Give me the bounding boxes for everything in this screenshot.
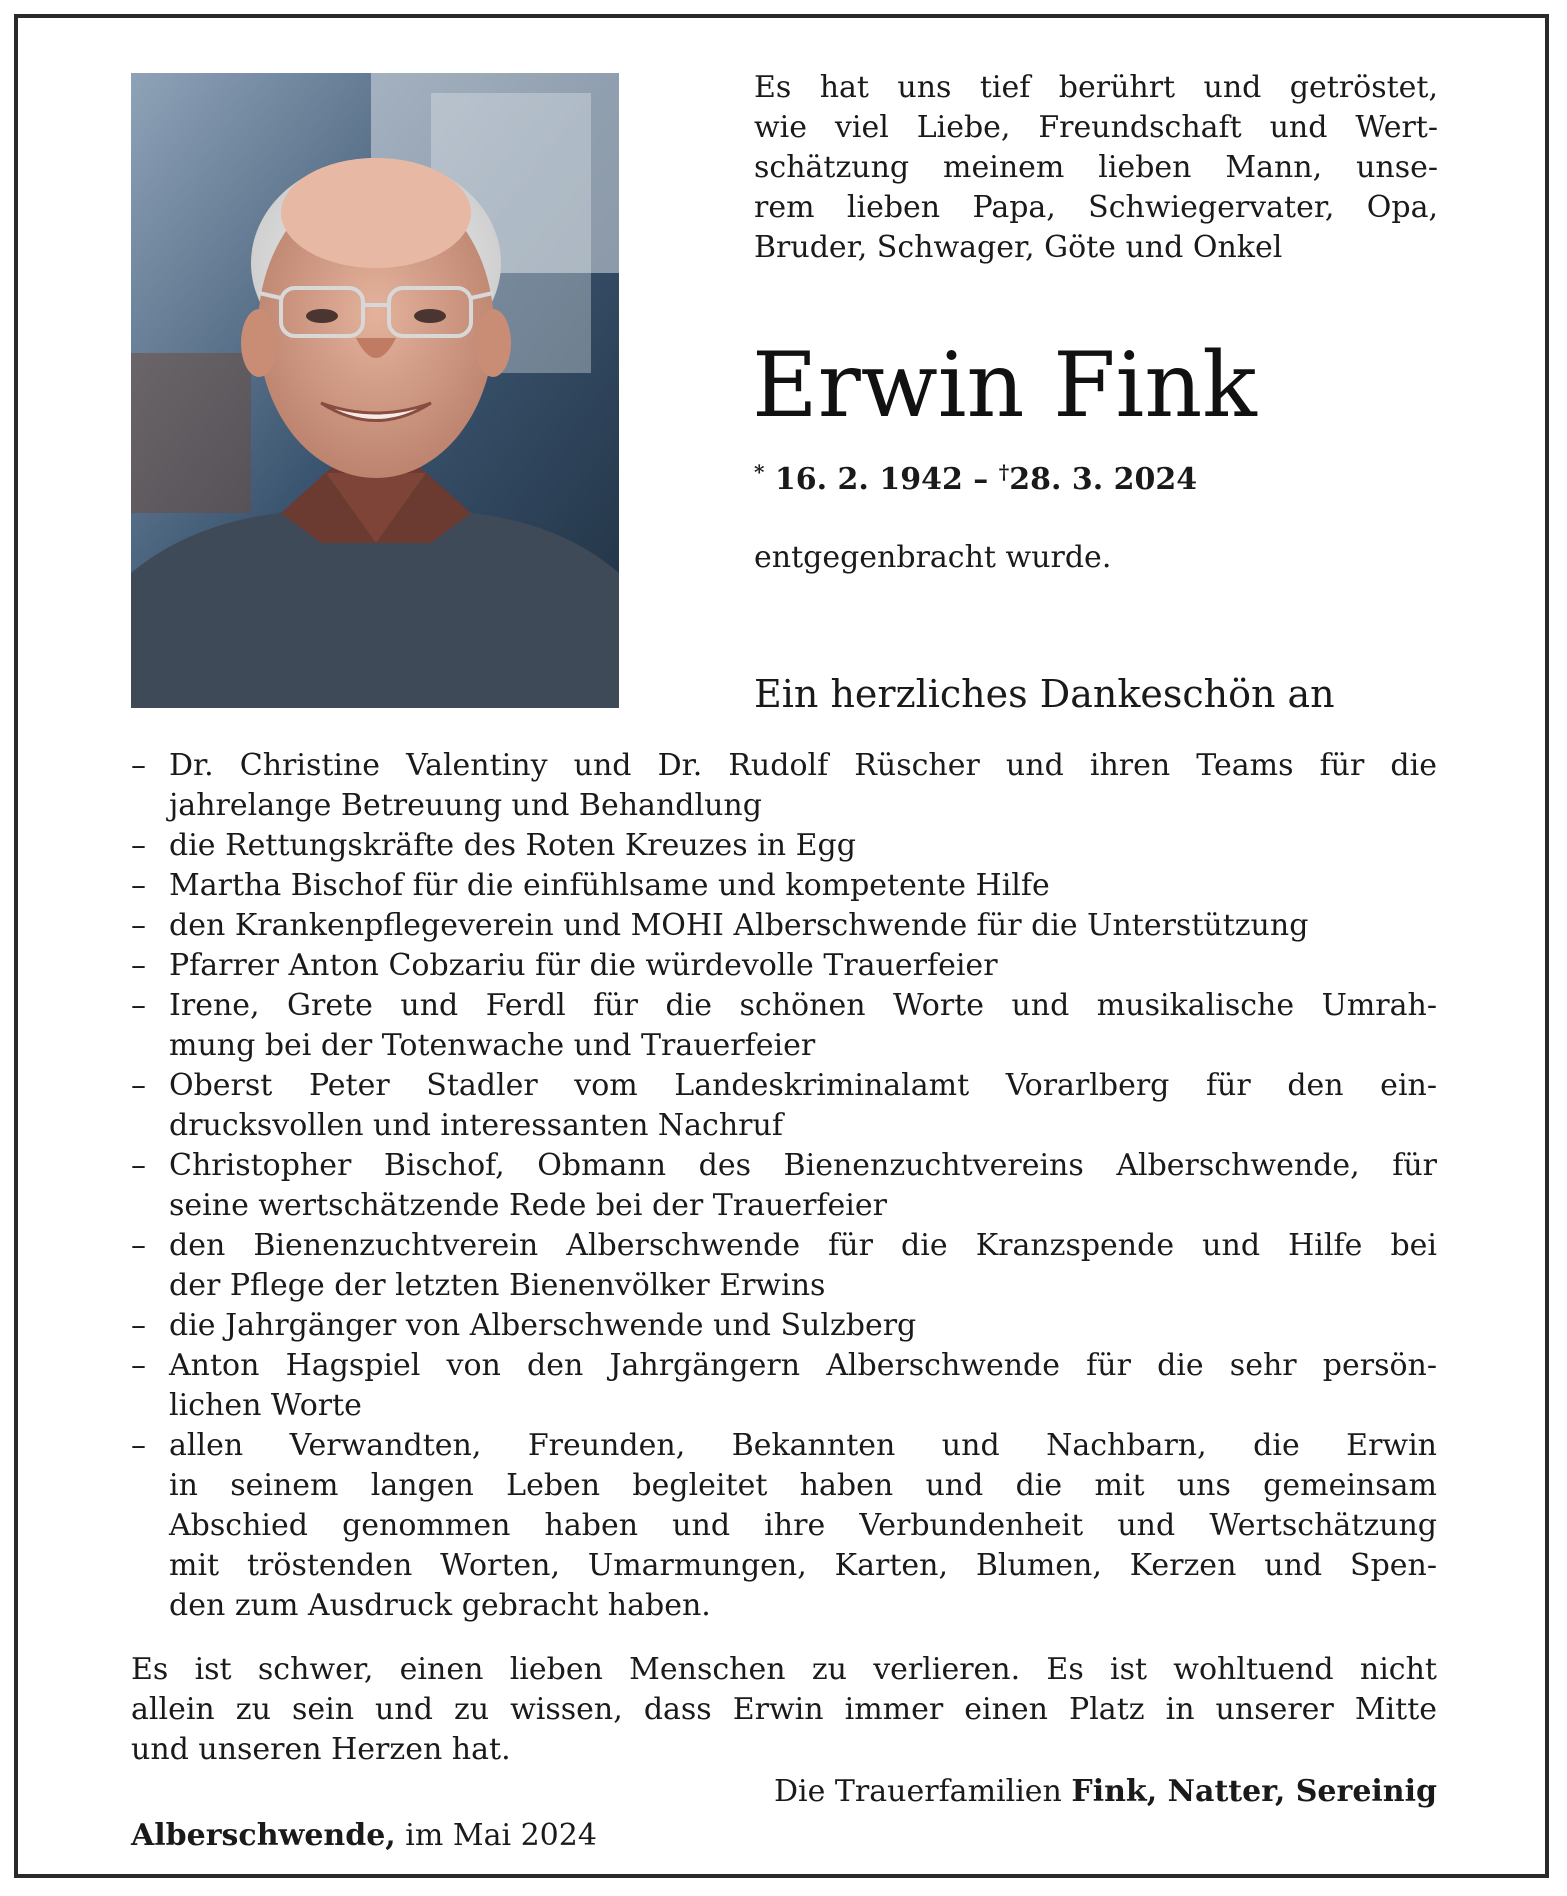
list-dash: – [131, 1068, 146, 1103]
list-dash: – [131, 748, 146, 783]
intro-line: wie viel Liebe, Freundschaft und Wert- [754, 110, 1438, 145]
death-date: 28. 3. 2024 [1009, 462, 1198, 497]
thanks-item-line: Christopher Bischof, Obmann des Bienenzuchtvereins Alberschwende, für [169, 1148, 1437, 1183]
birth-mark: * [754, 460, 765, 484]
thanks-item [131, 1146, 1437, 1226]
list-dash: – [131, 988, 146, 1023]
thanks-item-line: lichen Worte [169, 1388, 362, 1423]
thanks-item [131, 986, 1437, 1066]
signature [774, 1772, 1437, 1812]
thanks-item [131, 1226, 1437, 1306]
thanks-item [131, 746, 1437, 826]
thanks-item-line: Oberst Peter Stadler vom Landeskriminalamt Vorarlberg für den ein- [169, 1068, 1437, 1103]
thanks-item-line: der Pflege der letzten Bienenvölker Erwins [169, 1268, 826, 1303]
thanks-item-line: allen Verwandten, Freunden, Bekannten und Nachbarn, die Erwin [169, 1428, 1437, 1463]
thanks-item-line: Anton Hagspiel von den Jahrgängern Alberschwende für die sehr persön- [169, 1348, 1437, 1383]
intro-line: rem lieben Papa, Schwiegervater, Opa, [754, 190, 1438, 225]
list-dash: – [131, 828, 146, 863]
list-dash: – [131, 1348, 146, 1383]
intro-line: Es hat uns tief berührt und getröstet, [754, 70, 1438, 105]
thanks-item-line: mung bei der Totenwache und Trauerfeier [169, 1028, 816, 1063]
date-separator: – [973, 462, 989, 497]
thanks-item [131, 866, 1437, 906]
list-dash: – [131, 1228, 146, 1263]
thanks-item-line: den Krankenpflegeverein und MOHI Alberschwende für die Unterstützung [169, 908, 1309, 943]
place-date [131, 1816, 597, 1856]
thanks-item [131, 1066, 1437, 1146]
thanks-item-line: jahrelange Betreuung und Behandlung [169, 788, 762, 823]
thanks-item-line: Abschied genommen haben und ihre Verbundenheit und Wertschätzung [169, 1508, 1437, 1543]
thanks-item [131, 1306, 1437, 1346]
thanks-list [131, 746, 1437, 1626]
thanks-heading: Ein herzliches Dankeschön an [754, 672, 1335, 716]
intro-line: schätzung meinem lieben Mann, unse- [754, 150, 1438, 185]
list-dash: – [131, 908, 146, 943]
closing-line: Es ist schwer, einen lieben Menschen zu verlieren. Es ist wohltuend nicht [131, 1652, 1437, 1687]
thanks-item-line: Martha Bischof für die einfühlsame und kompetente Hilfe [169, 868, 1050, 903]
thanks-item-line: mit tröstenden Worten, Umarmungen, Karten, Blumen, Kerzen und Spen- [169, 1548, 1437, 1583]
closing-line: und unseren Herzen hat. [131, 1732, 511, 1767]
list-dash: – [131, 1308, 146, 1343]
signature-prefix: Die Trauerfamilien [773, 1774, 1072, 1809]
intro-line: Bruder, Schwager, Göte und Onkel [754, 230, 1283, 265]
thanks-item-line: drucksvollen und interessanten Nachruf [169, 1108, 783, 1143]
portrait-photo [131, 73, 619, 708]
list-dash: – [131, 948, 146, 983]
list-dash: – [131, 868, 146, 903]
thanks-item-line: seine wertschätzende Rede bei der Trauerfeier [169, 1188, 887, 1223]
thanks-item-line: Pfarrer Anton Cobzariu für die würdevolle Trauerfeier [169, 948, 998, 983]
thanks-item [131, 826, 1437, 866]
intro-continuation: entgegenbracht wurde. [754, 540, 1112, 575]
thanks-item-line: die Jahrgänger von Alberschwende und Sulzberg [169, 1308, 917, 1343]
thanks-item-line: den Bienenzuchtverein Alberschwende für die Kranzspende und Hilfe bei [169, 1228, 1437, 1263]
thanks-item [131, 906, 1437, 946]
thanks-item-line: Dr. Christine Valentiny und Dr. Rudolf Rüscher und ihren Teams für die [169, 748, 1437, 783]
deceased-name: Erwin Fink [752, 333, 1257, 438]
thanks-item-line: die Rettungskräfte des Roten Kreuzes in Egg [169, 828, 856, 863]
thanks-item [131, 1346, 1437, 1426]
list-dash: – [131, 1148, 146, 1183]
birth-date: 16. 2. 1942 [774, 462, 963, 497]
thanks-item-line: in seinem langen Leben begleitet haben und die mit uns gemeinsam [169, 1468, 1437, 1503]
closing-line: allein zu sein und zu wissen, dass Erwin immer einen Platz in unserer Mitte [131, 1692, 1437, 1727]
place-town: Alberschwende, [131, 1818, 396, 1853]
place-date-text: im Mai 2024 [395, 1818, 597, 1853]
thanks-item [131, 946, 1437, 986]
list-dash: – [131, 1428, 146, 1463]
thanks-item-line: Irene, Grete und Ferdl für die schönen Worte und musikalische Umrah- [169, 988, 1437, 1023]
thanks-item [131, 1426, 1437, 1626]
family-names: Fink, Natter, Sereinig [1071, 1774, 1437, 1809]
death-mark: † [998, 460, 1010, 484]
thanks-item-line: den zum Ausdruck gebracht haben. [169, 1588, 711, 1623]
life-dates [754, 452, 1197, 500]
intro-paragraph [754, 68, 1438, 268]
closing-paragraph [131, 1650, 1437, 1770]
